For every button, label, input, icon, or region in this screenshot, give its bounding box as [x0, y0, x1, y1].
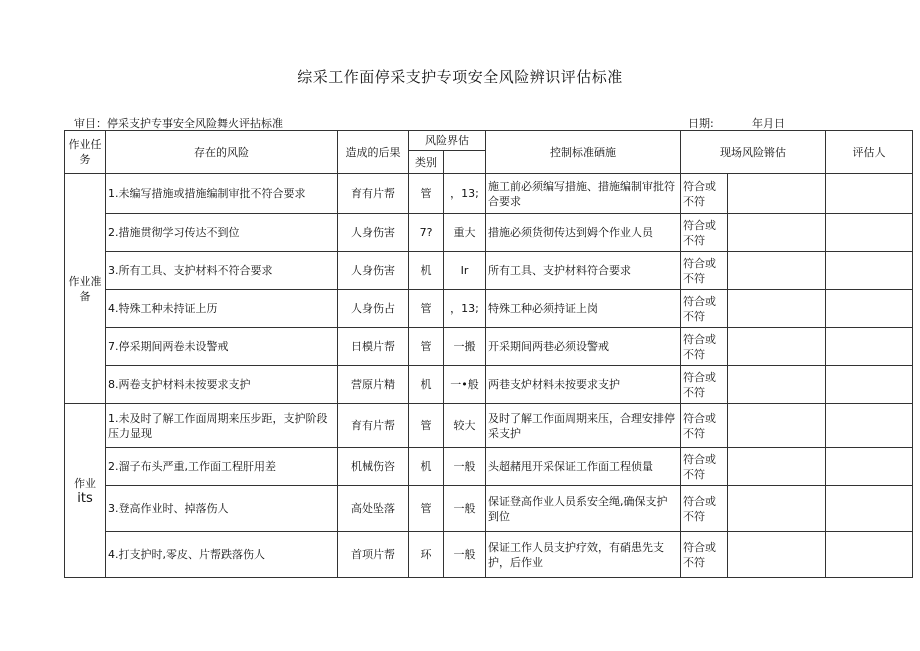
risk-cell: 2.溜子布头严重,工作面工程肝用差	[106, 448, 338, 486]
risk-cell: 4.打支护时,零皮、片帮跌落伤人	[106, 532, 338, 578]
consequence-cell: 机械伤咨	[338, 448, 409, 486]
table-row	[65, 448, 913, 486]
onsite-blank-cell	[728, 366, 826, 404]
table-row	[65, 328, 913, 366]
onsite-blank-cell	[728, 404, 826, 448]
level-cell: ，13;	[444, 290, 486, 328]
header-consequence: 造成的后果	[338, 131, 409, 174]
level-cell: 一搬	[444, 328, 486, 366]
task-label-line: its	[77, 490, 93, 506]
control-cell: 措施必须货彻传达到姆个作业人员	[486, 214, 681, 252]
risk-cell: 1.未及时了解工作面周期来压步距，支护阶段压力显现	[106, 404, 338, 448]
onsite-cell: 符合或不符	[681, 328, 728, 366]
risk-cell: 4.特殊工种未持证上历	[106, 290, 338, 328]
table-row	[65, 532, 913, 578]
assessor-cell	[826, 290, 913, 328]
level-cell: 一般	[444, 486, 486, 532]
table-row	[65, 290, 913, 328]
category-cell: 管	[409, 328, 444, 366]
consequence-cell: 育有片帮	[338, 404, 409, 448]
header-control: 控制标准硒施	[486, 131, 681, 174]
control-cell: 保证登高作业人员系安全绳,确保支护到位	[486, 486, 681, 532]
onsite-cell: 符合或不符	[681, 532, 728, 578]
header-category: 类别	[409, 151, 444, 174]
assessor-cell	[826, 486, 913, 532]
level-cell: 较大	[444, 404, 486, 448]
level-cell: 一般	[444, 448, 486, 486]
consequence-cell: 高处坠落	[338, 486, 409, 532]
control-cell: 特殊工种必须持证上岗	[486, 290, 681, 328]
table-row	[65, 174, 913, 214]
level-cell: 一•般	[444, 366, 486, 404]
risk-cell: 8.两卷支护材料未按要求支护	[106, 366, 338, 404]
page-title: 综采工作面停采支护专项安全风险辨识评估标准	[297, 68, 623, 86]
onsite-cell: 符合或不符	[681, 404, 728, 448]
assessor-cell	[826, 366, 913, 404]
control-cell: 头超赭甩开采保证工作面工程侦量	[486, 448, 681, 486]
category-cell: 管	[409, 290, 444, 328]
task-label-line: 作业准	[68, 274, 102, 288]
control-cell: 两巷支炉材料未按要求支护	[486, 366, 681, 404]
onsite-blank-cell	[728, 486, 826, 532]
level-cell: Ir	[444, 252, 486, 290]
assessor-cell	[826, 174, 913, 214]
consequence-cell: 育有片帮	[338, 174, 409, 214]
category-cell: 管	[409, 174, 444, 214]
onsite-blank-cell	[728, 252, 826, 290]
assessor-cell	[826, 404, 913, 448]
level-cell: 重大	[444, 214, 486, 252]
control-cell: 开采期间两巷必须设警戒	[486, 328, 681, 366]
onsite-cell: 符合或不符	[681, 252, 728, 290]
onsite-cell: 符合或不符	[681, 214, 728, 252]
category-cell: 管	[409, 486, 444, 532]
header-risk: 存在的风险	[106, 131, 338, 174]
onsite-cell: 符合或不符	[681, 486, 728, 532]
category-cell: 机	[409, 366, 444, 404]
onsite-blank-cell	[728, 174, 826, 214]
control-cell: 施工前必须编写措施、措施编制审批符合要求	[486, 174, 681, 214]
risk-assessment-table	[64, 130, 913, 578]
category-cell: 7?	[409, 214, 444, 252]
header-level	[444, 151, 486, 174]
header-task: 作业任务	[65, 131, 106, 174]
category-cell: 机	[409, 448, 444, 486]
control-cell: 保证工作人员支护疗效，有硝患先支护，后作业	[486, 532, 681, 578]
onsite-blank-cell	[728, 448, 826, 486]
control-cell: 及时了解工作面周期来压，合理安排停采支护	[486, 404, 681, 448]
consequence-cell: 营原片精	[338, 366, 409, 404]
onsite-cell: 符合或不符	[681, 174, 728, 214]
level-cell: ，13;	[444, 174, 486, 214]
header-risk-eval: 风险界估	[409, 131, 486, 151]
date-label: 日期:	[688, 117, 714, 130]
consequence-cell: 人身伤害	[338, 252, 409, 290]
header-assessor: 评估人	[826, 131, 913, 174]
table-row	[65, 214, 913, 252]
risk-cell: 7.停采期间两卷未设警戒	[106, 328, 338, 366]
onsite-blank-cell	[728, 290, 826, 328]
task-label-line: 备	[79, 289, 91, 303]
risk-cell: 1.未编写措施或措施编制审批不符合要求	[106, 174, 338, 214]
assessor-cell	[826, 328, 913, 366]
assessor-cell	[826, 448, 913, 486]
table-row	[65, 252, 913, 290]
consequence-cell: 日模片帮	[338, 328, 409, 366]
onsite-blank-cell	[728, 328, 826, 366]
consequence-cell: 人身伤占	[338, 290, 409, 328]
date-value: 年月日	[752, 117, 785, 130]
assessor-cell	[826, 252, 913, 290]
onsite-cell: 符合或不符	[681, 448, 728, 486]
consequence-cell: 首项片帮	[338, 532, 409, 578]
risk-cell: 3.所有工具、支护材料不符合要求	[106, 252, 338, 290]
header-onsite: 现场风险锵估	[681, 131, 826, 174]
assessor-cell	[826, 214, 913, 252]
category-cell: 机	[409, 252, 444, 290]
task-cell-work	[65, 404, 106, 578]
consequence-cell: 人身伤害	[338, 214, 409, 252]
category-cell: 管	[409, 404, 444, 448]
assessor-cell	[826, 532, 913, 578]
table-row	[65, 404, 913, 448]
risk-cell: 3.登高作业时、掉落伤人	[106, 486, 338, 532]
onsite-cell: 符合或不符	[681, 290, 728, 328]
onsite-blank-cell	[728, 532, 826, 578]
risk-cell: 2.措施贯彻学习传达不到位	[106, 214, 338, 252]
onsite-cell: 符合或不符	[681, 366, 728, 404]
document-subtitle: 审目：停采支护专事安全风险舞火评拈标准	[74, 117, 283, 130]
task-cell-prep	[65, 174, 106, 404]
table-row	[65, 486, 913, 532]
level-cell: 一般	[444, 532, 486, 578]
task-label-line: 作业	[74, 476, 96, 490]
table-row	[65, 366, 913, 404]
category-cell: 环	[409, 532, 444, 578]
control-cell: 所有工具、支护材料符合要求	[486, 252, 681, 290]
onsite-blank-cell	[728, 214, 826, 252]
header-row	[65, 131, 913, 151]
